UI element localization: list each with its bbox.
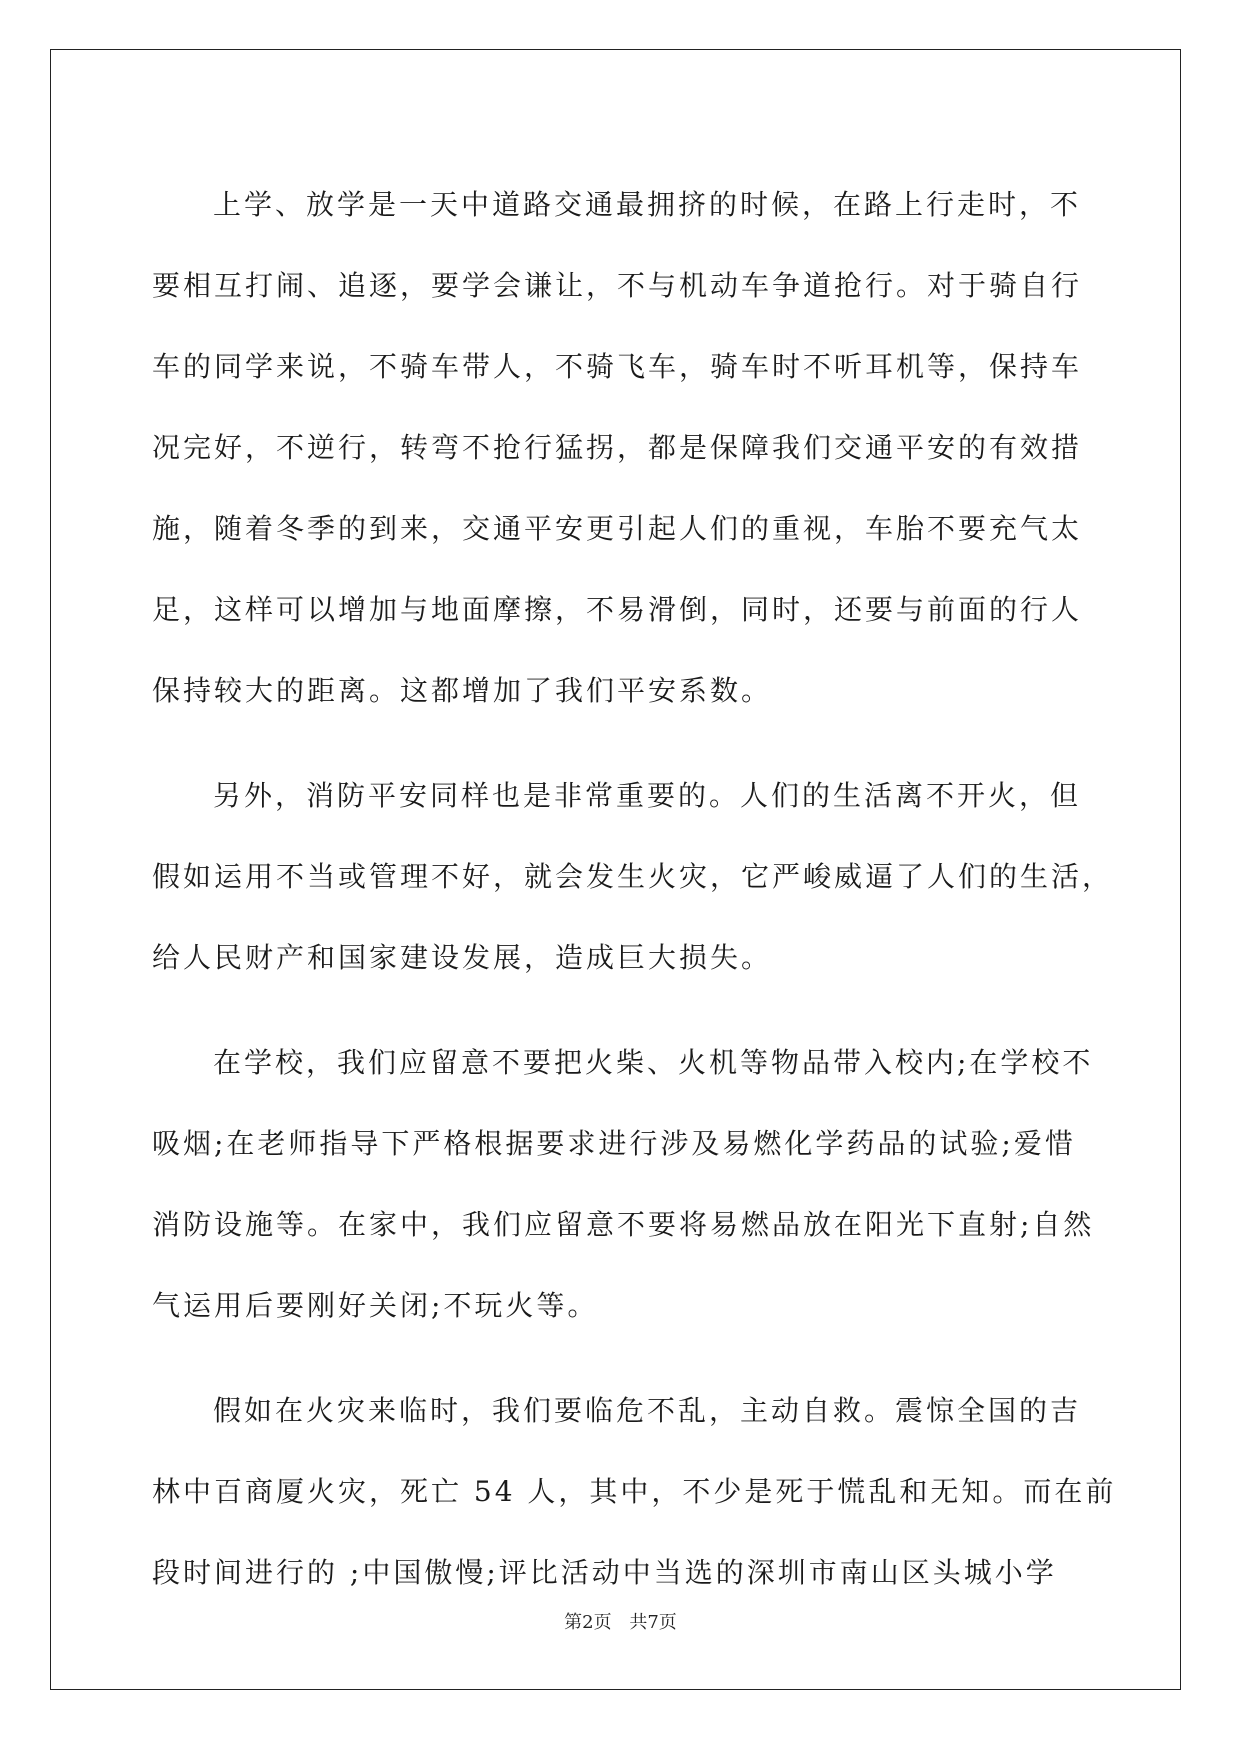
page-total: 共7页 xyxy=(629,1612,677,1633)
text-line: 保持较大的距离。这都增加了我们平安系数。 xyxy=(152,674,773,707)
text-line: 在学校，我们应留意不要把火柴、火机等物品带入校内;在学校不 xyxy=(213,1046,1094,1079)
paragraph-self-rescue xyxy=(152,1370,1117,1613)
text-line: 段时间进行的 ;中国傲慢;评比活动中当选的深圳市南山区头城小学 xyxy=(152,1556,1057,1589)
text-line: 给人民财产和国家建设发展，造成巨大损失。 xyxy=(152,941,773,974)
text-line: 要相互打闹、追逐，要学会谦让，不与机动车争道抢行。对于骑自行 xyxy=(152,269,1083,302)
text-line: 况完好，不逆行，转弯不抢行猛拐，都是保障我们交通平安的有效措 xyxy=(152,431,1083,464)
text-line: 假如运用不当或管理不好，就会发生火灾，它严峻威逼了人们的生活， xyxy=(152,860,1114,893)
document-body xyxy=(152,164,1117,1637)
text-line: 吸烟;在老师指导下严格根据要求进行涉及易燃化学药品的试验;爱惜 xyxy=(152,1127,1076,1160)
paragraph-fire-safety xyxy=(152,755,1114,998)
page-footer xyxy=(0,1608,1241,1634)
text-line: 假如在火灾来临时，我们要临危不乱，主动自救。震惊全国的吉 xyxy=(213,1394,1082,1427)
text-line: 林中百商厦火灾，死亡 54 人，其中，不少是死于慌乱和无知。而在前 xyxy=(152,1475,1117,1508)
text-line: 另外，消防平安同样也是非常重要的。人们的生活离不开火，但 xyxy=(213,779,1082,812)
text-line: 足，这样可以增加与地面摩擦，不易滑倒，同时，还要与前面的行人 xyxy=(152,593,1083,626)
paragraph-school-home xyxy=(152,1022,1095,1346)
text-line: 气运用后要刚好关闭;不玩火等。 xyxy=(152,1289,599,1322)
text-line: 施，随着冬季的到来，交通平安更引起人们的重视，车胎不要充气太 xyxy=(152,512,1083,545)
text-line: 消防设施等。在家中，我们应留意不要将易燃品放在阳光下直射;自然 xyxy=(152,1208,1095,1241)
paragraph-traffic-safety xyxy=(152,164,1092,731)
text-line: 车的同学来说，不骑车带人，不骑飞车，骑车时不听耳机等，保持车 xyxy=(152,350,1083,383)
page-number: 第2页 xyxy=(564,1612,612,1633)
text-line: 上学、放学是一天中道路交通最拥挤的时候，在路上行走时，不 xyxy=(213,188,1082,221)
